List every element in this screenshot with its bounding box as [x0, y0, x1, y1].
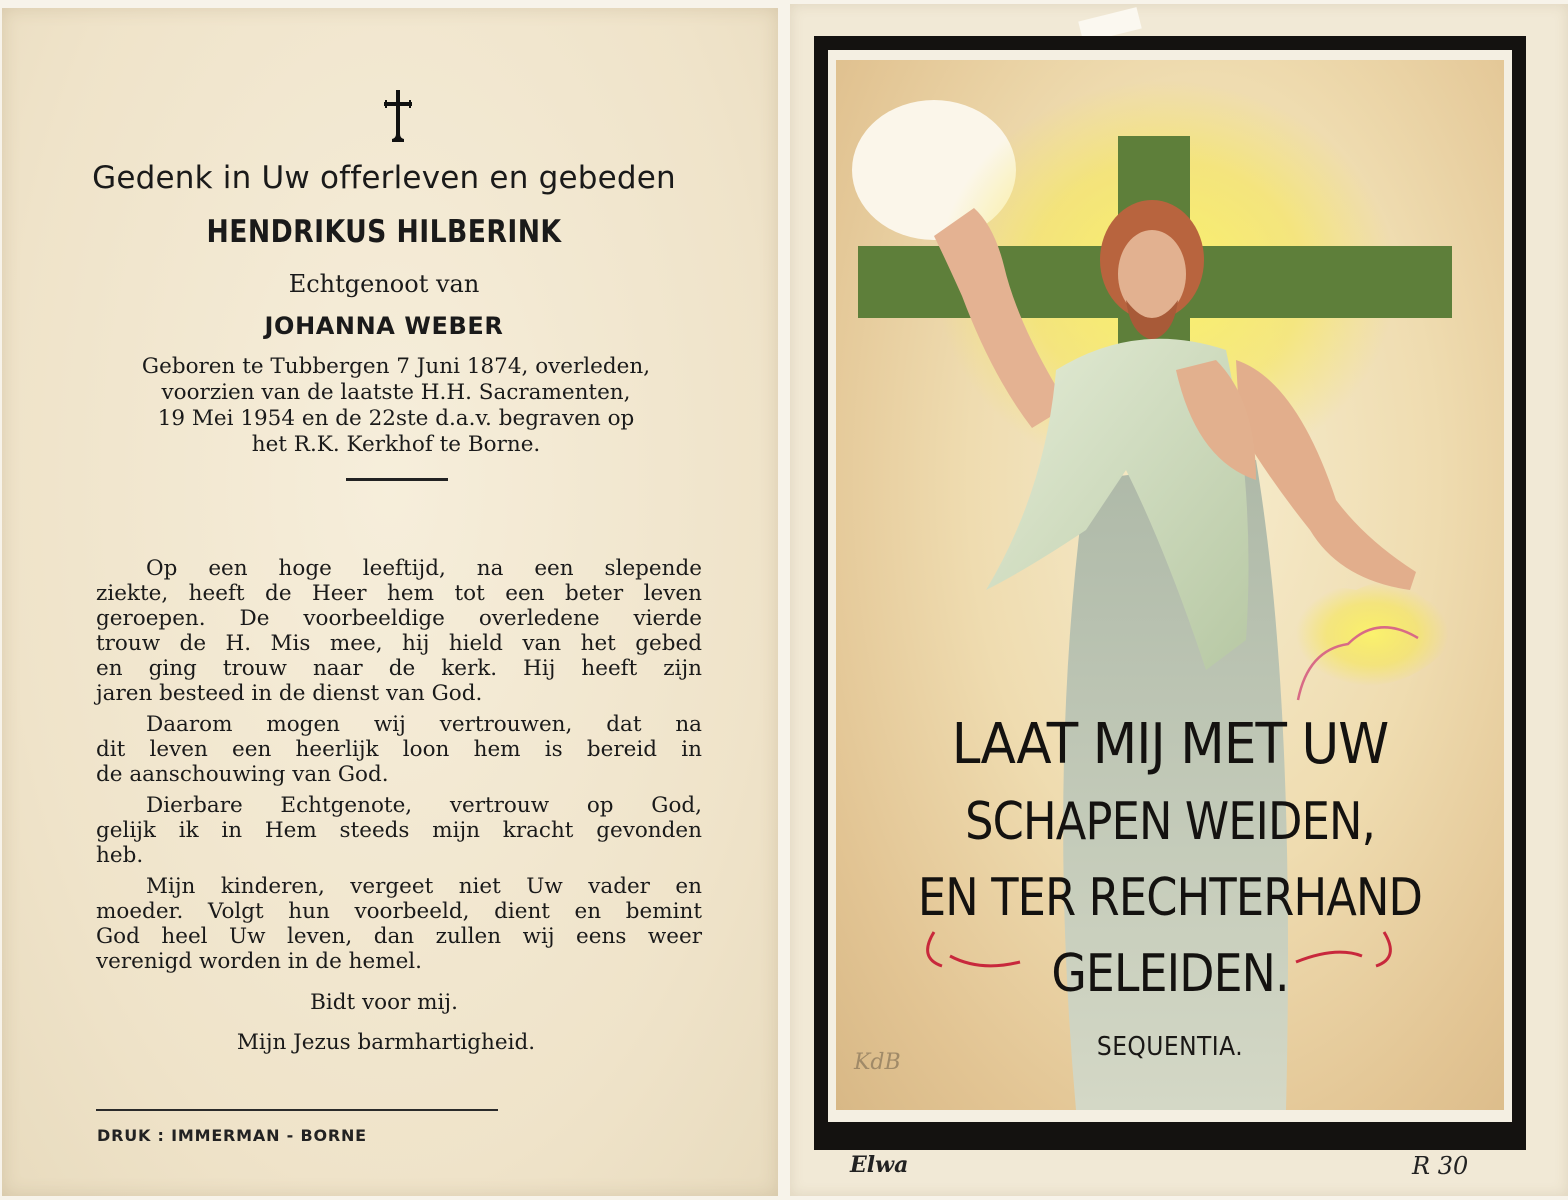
text-line: dit leven een heerlijk loon hem is bereid in [96, 737, 702, 762]
deceased-name: HENDRIKUS HILBERINK [206, 214, 562, 250]
paragraph [96, 712, 702, 787]
paragraph [96, 556, 702, 706]
text-line: de aanschouwing van God. [96, 762, 389, 787]
text-line: heb. [96, 843, 144, 868]
detail-line: voorzien van de laatste H.H. Sacramenten, [161, 380, 631, 405]
text-line: gelijk ik in Hem steeds mijn kracht gevonden [96, 818, 702, 843]
invocation: Mijn Jezus barmhartigheid. [236, 1030, 536, 1055]
paragraph [96, 793, 702, 868]
catalog-number: R 30 [1412, 1152, 1469, 1180]
inner-border [828, 50, 1512, 1122]
publisher-mark: Elwa [850, 1152, 909, 1178]
paragraph [96, 874, 702, 974]
birth-death-details [88, 354, 704, 458]
mourning-border [814, 36, 1526, 1150]
memorial-text [96, 556, 702, 980]
prayer-request: Bidt voor mij. [310, 990, 458, 1015]
text-line: ziekte, heeft de Heer hem tot een beter leven [96, 581, 702, 606]
devotional-illustration [836, 60, 1504, 1110]
scripture-line: GELEIDEN. [1051, 944, 1289, 1004]
cloud-right [1296, 582, 1449, 686]
text-line: en ging trouw naar de kerk. Hij heeft zijn [96, 656, 702, 681]
latin-cross-icon [380, 88, 416, 144]
memorial-card-picture-side [790, 4, 1568, 1196]
scripture-line: LAAT MIJ MET UW [951, 712, 1389, 777]
text-line: Daarom mogen wij vertrouwen, dat na [146, 712, 702, 737]
text-line: verenigd worden in de hemel. [96, 949, 423, 974]
text-line: Op een hoge leeftijd, na een slepende [146, 556, 702, 581]
text-line: God heel Uw leven, dan zullen wij eens weer [96, 924, 702, 949]
detail-line: 19 Mei 1954 en de 22ste d.a.v. begraven op [157, 406, 635, 431]
artist-signature: KdB [854, 1050, 901, 1075]
text-line: jaren besteed in de dienst van God. [96, 681, 483, 706]
text-line: geroepen. De voorbeeldige overledene vierde [96, 606, 702, 631]
divider-long [96, 1109, 498, 1111]
memorial-card-text-side [2, 8, 778, 1196]
text-line: moeder. Volgt hun voorbeeld, dient en bemint [96, 899, 702, 924]
scripture-line: SCHAPEN WEIDEN, [965, 792, 1375, 852]
text-line: Dierbare Echtgenote, vertrouw op God, [146, 793, 702, 818]
printer-credit: DRUK : IMMERMAN - BORNE [97, 1126, 367, 1145]
scripture-line: EN TER RECHTERHAND [917, 868, 1423, 928]
heading: Gedenk in Uw offerleven en gebeden [92, 160, 676, 196]
detail-line: Geboren te Tubbergen 7 Juni 1874, overleden, [141, 354, 651, 379]
text-line: trouw de H. Mis mee, hij hield van het gebed [96, 631, 702, 656]
spouse-label: Echtgenoot van [288, 270, 480, 298]
scripture-source: SEQUENTIA. [1096, 1032, 1244, 1062]
spouse-name: JOHANNA WEBER [264, 312, 504, 340]
text-line: Mijn kinderen, vergeet niet Uw vader en [146, 874, 702, 899]
divider-short [346, 478, 448, 481]
detail-line: het R.K. Kerkhof te Borne. [251, 432, 541, 457]
